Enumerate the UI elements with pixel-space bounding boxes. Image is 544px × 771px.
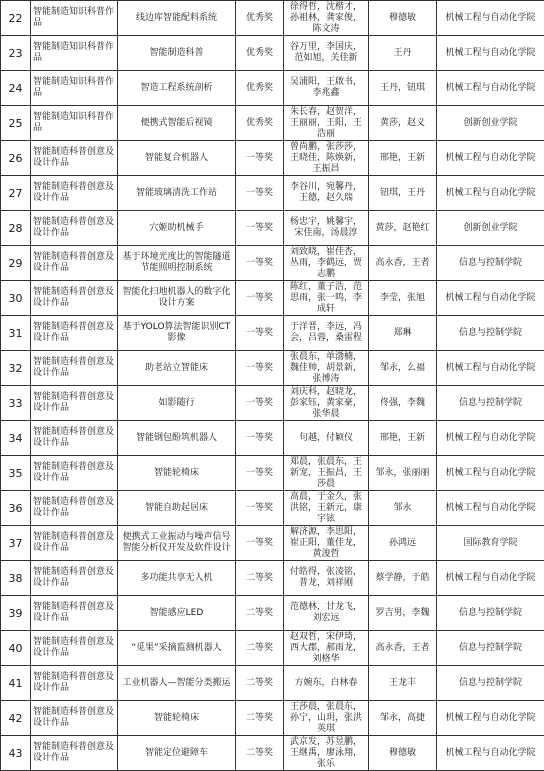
category-cell: 智能制造科普创意及设计作品 — [31, 386, 118, 421]
team-members-cell: 陈红，董子浩，范思雨，张一鸣，李成轩 — [284, 281, 369, 316]
row-number: 23 — [1, 36, 31, 71]
team-members-cell: 刘庆科，赵晓龙，彭家钰，黄家豪，张华晨 — [284, 386, 369, 421]
advisor-cell: 邹永，张丽丽 — [369, 456, 437, 491]
row-number: 38 — [1, 561, 31, 596]
award-level-cell: 二等奖 — [236, 631, 284, 666]
project-title-cell: 智能轮椅床 — [118, 701, 236, 736]
award-level-cell: 优秀奖 — [236, 1, 284, 36]
college-cell: 机械工程与自动化学院 — [437, 456, 544, 491]
category-cell: 智能制造科普创意及设计作品 — [31, 211, 118, 246]
award-level-cell: 一等奖 — [236, 246, 284, 281]
row-number: 27 — [1, 176, 31, 211]
category-cell: 智能制造科普创意及设计作品 — [31, 491, 118, 526]
award-level-cell: 优秀奖 — [236, 106, 284, 141]
award-level-cell: 二等奖 — [236, 596, 284, 631]
category-cell: 智能制造科普创意及设计作品 — [31, 421, 118, 456]
college-cell: 机械工程与自动化学院 — [437, 281, 544, 316]
advisor-cell: 王龙丰 — [369, 666, 437, 701]
award-level-cell: 一等奖 — [236, 141, 284, 176]
table-body — [1, 1, 544, 771]
college-cell: 机械工程与自动化学院 — [437, 36, 544, 71]
category-cell: 智能制造科普创意及设计作品 — [31, 526, 118, 561]
team-members-cell: 付皓得，张凌铭，普龙，刘祥刚 — [284, 561, 369, 596]
table-row — [1, 246, 544, 281]
row-number: 43 — [1, 736, 31, 771]
advisor-cell: 李莹，张旭 — [369, 281, 437, 316]
award-level-cell: 一等奖 — [236, 421, 284, 456]
table-row — [1, 456, 544, 491]
award-level-cell: 一等奖 — [236, 316, 284, 351]
advisor-cell: 佟强，李魏 — [369, 386, 437, 421]
team-members-cell: 赵双哲，宋伊琦，西大郡，郝雨龙，刘格华 — [284, 631, 369, 666]
row-number: 30 — [1, 281, 31, 316]
award-level-cell: 优秀奖 — [236, 71, 284, 106]
college-cell: 信息与控制学院 — [437, 316, 544, 351]
category-cell: 智能制造科普创意及设计作品 — [31, 351, 118, 386]
row-number: 29 — [1, 246, 31, 281]
table-row — [1, 176, 544, 211]
row-number: 41 — [1, 666, 31, 701]
table-row — [1, 36, 544, 71]
team-members-cell: 王莎晨，张晨东，孙宁，山玥，张洪英琪 — [284, 701, 369, 736]
team-members-cell: 高晨，于金久，张洪铭，王新元，康宇铉 — [284, 491, 369, 526]
project-title-cell: 基于YOLO算法智能识别CT影像 — [118, 316, 236, 351]
college-cell: 信息与控制学院 — [437, 631, 544, 666]
category-cell: 智能制造科普创意及设计作品 — [31, 141, 118, 176]
project-title-cell: 助老站立智能床 — [118, 351, 236, 386]
college-cell: 机械工程与自动化学院 — [437, 351, 544, 386]
college-cell: 信息与控制学院 — [437, 596, 544, 631]
category-cell: 智能制造科普创意及设计作品 — [31, 246, 118, 281]
advisor-cell: 高永香，王者 — [369, 246, 437, 281]
college-cell: 信息与控制学院 — [437, 386, 544, 421]
table-row — [1, 561, 544, 596]
project-title-cell: “觅果”采摘监测机器人 — [118, 631, 236, 666]
award-level-cell: 一等奖 — [236, 351, 284, 386]
category-cell: 智能制造科普创意及设计作品 — [31, 281, 118, 316]
row-number: 31 — [1, 316, 31, 351]
row-number: 35 — [1, 456, 31, 491]
advisor-cell: 邢艳，王新 — [369, 141, 437, 176]
project-title-cell: 智造工程系统剖析 — [118, 71, 236, 106]
college-cell: 机械工程与自动化学院 — [437, 736, 544, 771]
team-members-cell: 武京发，苏昱鹏，王继禹，廖泳翔，张乐 — [284, 736, 369, 771]
table-row — [1, 526, 544, 561]
college-cell: 机械工程与自动化学院 — [437, 71, 544, 106]
project-title-cell: 工业机器人—智能分类搬运 — [118, 666, 236, 701]
college-cell: 机械工程与自动化学院 — [437, 1, 544, 36]
project-title-cell: 智能轮椅床 — [118, 456, 236, 491]
advisor-cell: 王丹 — [369, 36, 437, 71]
team-members-cell: 于洋晋，李远，冯会，吕蓉，桑雷程 — [284, 316, 369, 351]
advisor-cell: 高永香，王者 — [369, 631, 437, 666]
table-row — [1, 596, 544, 631]
table-row — [1, 736, 544, 771]
award-level-cell: 二等奖 — [236, 561, 284, 596]
college-cell: 机械工程与自动化学院 — [437, 491, 544, 526]
college-cell: 机械工程与自动化学院 — [437, 176, 544, 211]
category-cell: 智能制造科普创意及设计作品 — [31, 456, 118, 491]
category-cell: 智能制造科普创意及设计作品 — [31, 561, 118, 596]
table-row — [1, 421, 544, 456]
advisor-cell: 黄莎，赵艳红 — [369, 211, 437, 246]
college-cell: 机械工程与自动化学院 — [437, 561, 544, 596]
team-members-cell: 郑晨，张晨东，王新宠，王振昌，王莎晨 — [284, 456, 369, 491]
category-cell: 智能制造知识科普作品 — [31, 71, 118, 106]
team-members-cell: 杨忠宇，姚馨宇，宋佳南，汤晨淳 — [284, 211, 369, 246]
college-cell: 创新创业学院 — [437, 106, 544, 141]
project-title-cell: 便携式工业振动与噪声信号智能分析仪开发及软件设计 — [118, 526, 236, 561]
category-cell: 智能制造知识科普作品 — [31, 106, 118, 141]
row-number: 36 — [1, 491, 31, 526]
advisor-cell: 郑琳 — [369, 316, 437, 351]
award-level-cell: 一等奖 — [236, 176, 284, 211]
row-number: 32 — [1, 351, 31, 386]
award-level-cell: 二等奖 — [236, 666, 284, 701]
row-number: 42 — [1, 701, 31, 736]
row-number: 26 — [1, 141, 31, 176]
table-row — [1, 631, 544, 666]
project-title-cell: 线边库智能配料系统 — [118, 1, 236, 36]
category-cell: 智能制造科普创意及设计作品 — [31, 316, 118, 351]
team-members-cell: 句越，付颖仪 — [284, 421, 369, 456]
row-number: 34 — [1, 421, 31, 456]
row-number: 24 — [1, 71, 31, 106]
team-members-cell: 刘致晓，崔佳杏，丛雨，李鹤远，贾志鹏 — [284, 246, 369, 281]
award-level-cell: 一等奖 — [236, 526, 284, 561]
project-title-cell: 智能感应LED — [118, 596, 236, 631]
table-row — [1, 211, 544, 246]
project-title-cell: 智能玻璃清洗工作站 — [118, 176, 236, 211]
project-title-cell: 基于环境光度比的智能隧道节能照明控制系统 — [118, 246, 236, 281]
team-members-cell: 李谷川，宛馨丹，王德，赵久瑞 — [284, 176, 369, 211]
project-title-cell: 智能化扫地机器人的数字化设计方案 — [118, 281, 236, 316]
row-number: 40 — [1, 631, 31, 666]
advisor-cell: 穆德敏 — [369, 736, 437, 771]
advisor-cell: 罗吉男，李魏 — [369, 596, 437, 631]
award-level-cell: 优秀奖 — [236, 36, 284, 71]
award-level-cell: 一等奖 — [236, 491, 284, 526]
project-title-cell: 如影随行 — [118, 386, 236, 421]
college-cell: 机械工程与自动化学院 — [437, 701, 544, 736]
college-cell: 信息与控制学院 — [437, 246, 544, 281]
category-cell: 智能制造科普创意及设计作品 — [31, 736, 118, 771]
team-members-cell: 谷万里，李国庆，范如旭，关佳新 — [284, 36, 369, 71]
table-row — [1, 701, 544, 736]
category-cell: 智能制造知识科普作品 — [31, 36, 118, 71]
table-row — [1, 106, 544, 141]
team-members-cell: 曾尚鹏，张莎莎，王晓佳，陈焕新，王振昌 — [284, 141, 369, 176]
advisor-cell: 邹永，高捷 — [369, 701, 437, 736]
row-number: 37 — [1, 526, 31, 561]
college-cell: 机械工程与自动化学院 — [437, 141, 544, 176]
table-row — [1, 351, 544, 386]
award-level-cell: 一等奖 — [236, 281, 284, 316]
advisor-cell: 王丹，钮琪 — [369, 71, 437, 106]
category-cell: 智能制造科普创意及设计作品 — [31, 701, 118, 736]
row-number: 25 — [1, 106, 31, 141]
award-level-cell: 一等奖 — [236, 211, 284, 246]
advisor-cell: 黄莎，赵义 — [369, 106, 437, 141]
project-title-cell: 穴姬助机械手 — [118, 211, 236, 246]
project-title-cell: 智能复合机器人 — [118, 141, 236, 176]
category-cell: 智能制造知识科普作品 — [31, 1, 118, 36]
category-cell: 智能制造科普创意及设计作品 — [31, 176, 118, 211]
category-cell: 智能制造科普创意及设计作品 — [31, 631, 118, 666]
row-number: 22 — [1, 1, 31, 36]
project-title-cell: 智能制造科普 — [118, 36, 236, 71]
row-number: 39 — [1, 596, 31, 631]
project-title-cell: 智能自助起居床 — [118, 491, 236, 526]
team-members-cell: 解济源，李思阳，崔正阳，董佳龙，黄浚哲 — [284, 526, 369, 561]
advisor-cell: 穆德敏 — [369, 1, 437, 36]
table-row — [1, 666, 544, 701]
advisor-cell: 孙鸿远 — [369, 526, 437, 561]
row-number: 28 — [1, 211, 31, 246]
award-level-cell: 二等奖 — [236, 701, 284, 736]
category-cell: 智能制造科普创意及设计作品 — [31, 666, 118, 701]
table-row — [1, 491, 544, 526]
advisor-cell: 蔡学静，于皓 — [369, 561, 437, 596]
table-row — [1, 386, 544, 421]
table-row — [1, 1, 544, 36]
college-cell: 信息与控制学院 — [437, 666, 544, 701]
advisor-cell: 邢艳，王新 — [369, 421, 437, 456]
project-title-cell: 智能钢包酚筑机器人 — [118, 421, 236, 456]
category-cell: 智能制造科普创意及设计作品 — [31, 596, 118, 631]
award-level-cell: 一等奖 — [236, 386, 284, 421]
table-row — [1, 281, 544, 316]
team-members-cell: 徐得哲，沈楷才，孙祖林，龚家俊，陈文涛 — [284, 1, 369, 36]
advisor-cell: 邹永，么福 — [369, 351, 437, 386]
project-title-cell: 便携式智能后视镜 — [118, 106, 236, 141]
college-cell: 创新创业学院 — [437, 211, 544, 246]
team-members-cell: 方婉东，白林春 — [284, 666, 369, 701]
row-number: 33 — [1, 386, 31, 421]
team-members-cell: 张晨东，单渤楠，魏佳帅，胡景新，张博涛 — [284, 351, 369, 386]
award-level-cell: 二等奖 — [236, 736, 284, 771]
table-row — [1, 141, 544, 176]
award-level-cell: 一等奖 — [236, 456, 284, 491]
table-row — [1, 71, 544, 106]
team-members-cell: 吴浦阳，王啟书，李兆鑫 — [284, 71, 369, 106]
project-title-cell: 智能定位避障车 — [118, 736, 236, 771]
advisor-cell: 邹永 — [369, 491, 437, 526]
advisor-cell: 钮琪，王丹 — [369, 176, 437, 211]
college-cell: 国际教育学院 — [437, 526, 544, 561]
team-members-cell: 范德林，甘龙飞，刘宏远 — [284, 596, 369, 631]
project-title-cell: 多功能共享无人机 — [118, 561, 236, 596]
college-cell: 机械工程与自动化学院 — [437, 421, 544, 456]
team-members-cell: 朱长春，赵贺洋，王丽丽，王阳，王浩丽 — [284, 106, 369, 141]
table-row — [1, 316, 544, 351]
